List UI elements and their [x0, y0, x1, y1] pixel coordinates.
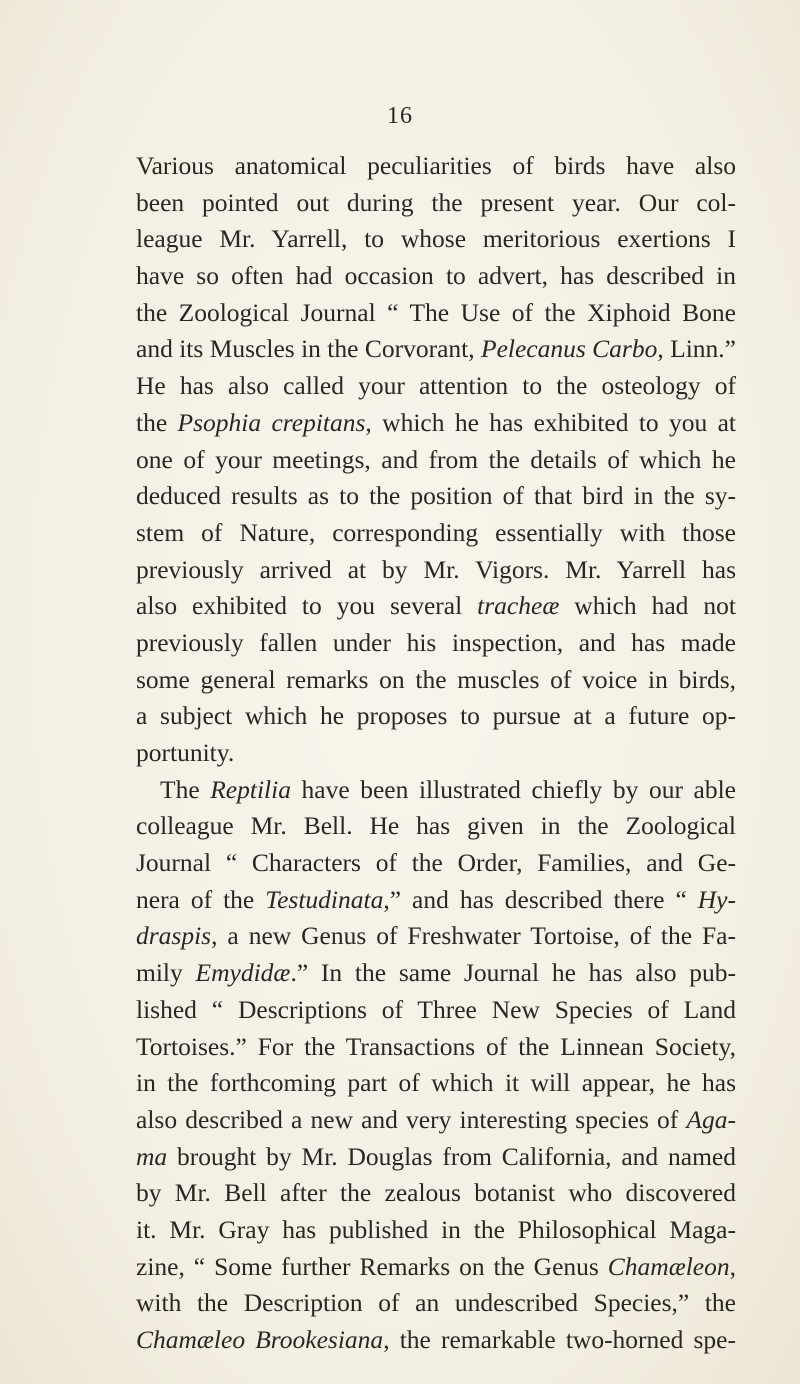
text-segment: a subject which he proposes to pursue at a future op-: [136, 701, 736, 731]
text-segment: zine, “ Some further Remarks on the Genus: [136, 1251, 608, 1281]
text-segment: .” In the same Journal he has also pub-: [290, 958, 736, 988]
text-line: [136, 442, 736, 479]
text-line: [136, 918, 736, 955]
text-line: [136, 295, 736, 332]
text-segment: previously fallen under his inspection, and has made: [136, 627, 736, 657]
text-segment: Various anatomical peculiarities of birds have also: [136, 151, 736, 180]
text-segment: previously arrived at by Mr. Vigors. Mr. Yarrell has: [136, 554, 736, 584]
italic-text-segment: draspis: [136, 921, 212, 951]
italic-text-segment: Hy-: [697, 884, 736, 914]
text-line: [136, 662, 736, 699]
text-segment: by Mr. Bell after the zealous botanist who discovered: [136, 1178, 736, 1208]
text-line: [136, 552, 736, 589]
text-line: [136, 1102, 736, 1139]
text-line: [136, 478, 736, 515]
text-line: [136, 808, 736, 845]
text-line: [136, 1029, 736, 1066]
text-segment: the: [136, 407, 178, 437]
text-segment: , which he has exhibited to you at: [365, 407, 737, 437]
text-segment: mily: [136, 958, 196, 988]
italic-text-segment: Chamæleo Brookesiana: [136, 1325, 384, 1354]
text-segment: it. Mr. Gray has published in the Philosophical Maga-: [136, 1214, 736, 1244]
text-segment: league Mr. Yarrell, to whose meritorious exertions I: [136, 224, 736, 254]
text-segment: also described a new and very interesting species of: [136, 1104, 687, 1134]
italic-text-segment: Psophia crepitans: [177, 407, 366, 437]
text-line: [136, 1285, 736, 1322]
text-segment: been pointed out during the present year. Our col-: [136, 187, 736, 217]
text-line: [136, 1212, 736, 1249]
italic-text-segment: ma: [136, 1141, 168, 1171]
italic-text-segment: Chamæleon: [607, 1251, 730, 1281]
text-segment: have so often had occasion to advert, has described in: [136, 261, 736, 291]
text-line: [136, 698, 736, 735]
text-segment: the Zoological Journal “ The Use of the Xiphoid Bone: [136, 297, 736, 327]
page-number: 16: [387, 103, 413, 129]
text-segment: some general remarks on the muscles of voice in birds,: [136, 664, 736, 694]
italic-text-segment: Emydidæ: [195, 958, 291, 988]
text-segment: portunity.: [136, 738, 235, 767]
text-segment: ,” and has described there “: [383, 884, 698, 914]
text-segment: and its Muscles in the Corvorant,: [136, 334, 481, 364]
text-line: [136, 1322, 736, 1359]
text-segment: Journal “ Characters of the Order, Families, and Ge-: [136, 848, 736, 878]
text-line: [136, 185, 736, 222]
text-segment: colleague Mr. Bell. He has given in the Zoological: [136, 811, 736, 841]
text-segment: which had not: [559, 591, 736, 621]
text-line: [136, 772, 736, 809]
text-segment: brought by Mr. Douglas from California, and named: [167, 1141, 736, 1171]
text-line: [136, 1175, 736, 1212]
text-segment: The: [160, 774, 211, 804]
text-line: [136, 1249, 736, 1286]
text-segment: , Linn.”: [657, 334, 736, 364]
text-segment: , the remarkable two-horned spe-: [383, 1325, 736, 1354]
text-line: [136, 882, 736, 919]
text-line: [136, 955, 736, 992]
text-segment: stem of Nature, corresponding essentially with those: [136, 517, 736, 547]
italic-text-segment: Testudinata: [265, 884, 384, 914]
text-line: [136, 1065, 736, 1102]
text-line: [136, 515, 736, 552]
text-segment: have been illustrated chiefly by our able: [290, 774, 736, 804]
text-segment: with the Description of an undescribed Species,” the: [136, 1288, 736, 1318]
text-line: [136, 588, 736, 625]
text-segment: , a new Genus of Freshwater Tortoise, of the Fa-: [211, 921, 736, 951]
text-line: [136, 992, 736, 1029]
text-segment: in the forthcoming part of which it will appear, he has: [136, 1068, 736, 1098]
text-line: [136, 221, 736, 258]
text-line: [136, 405, 736, 442]
text-segment: Tortoises.” For the Transactions of the Linnean Society,: [136, 1031, 736, 1061]
text-line: [136, 735, 736, 772]
italic-text-segment: Pelecanus Carbo: [481, 334, 658, 364]
text-line: [136, 258, 736, 295]
text-segment: nera of the: [136, 884, 266, 914]
italic-text-segment: Aga-: [686, 1104, 736, 1134]
text-line: [136, 845, 736, 882]
italic-text-segment: tracheæ: [477, 591, 560, 621]
text-segment: He has also called your attention to the osteology of: [136, 371, 736, 401]
text-line: [136, 625, 736, 662]
text-segment: ,: [729, 1251, 736, 1281]
body-text: [136, 148, 736, 1359]
text-segment: deduced results as to the position of that bird in the sy-: [136, 481, 736, 511]
text-segment: lished “ Descriptions of Three New Species of Land: [136, 994, 736, 1024]
text-line: [136, 148, 736, 185]
text-segment: also exhibited to you several: [136, 591, 478, 621]
text-line: [136, 368, 736, 405]
text-line: [136, 331, 736, 368]
italic-text-segment: Reptilia: [210, 774, 291, 804]
text-segment: one of your meetings, and from the details of which he: [136, 444, 736, 474]
text-line: [136, 1139, 736, 1176]
